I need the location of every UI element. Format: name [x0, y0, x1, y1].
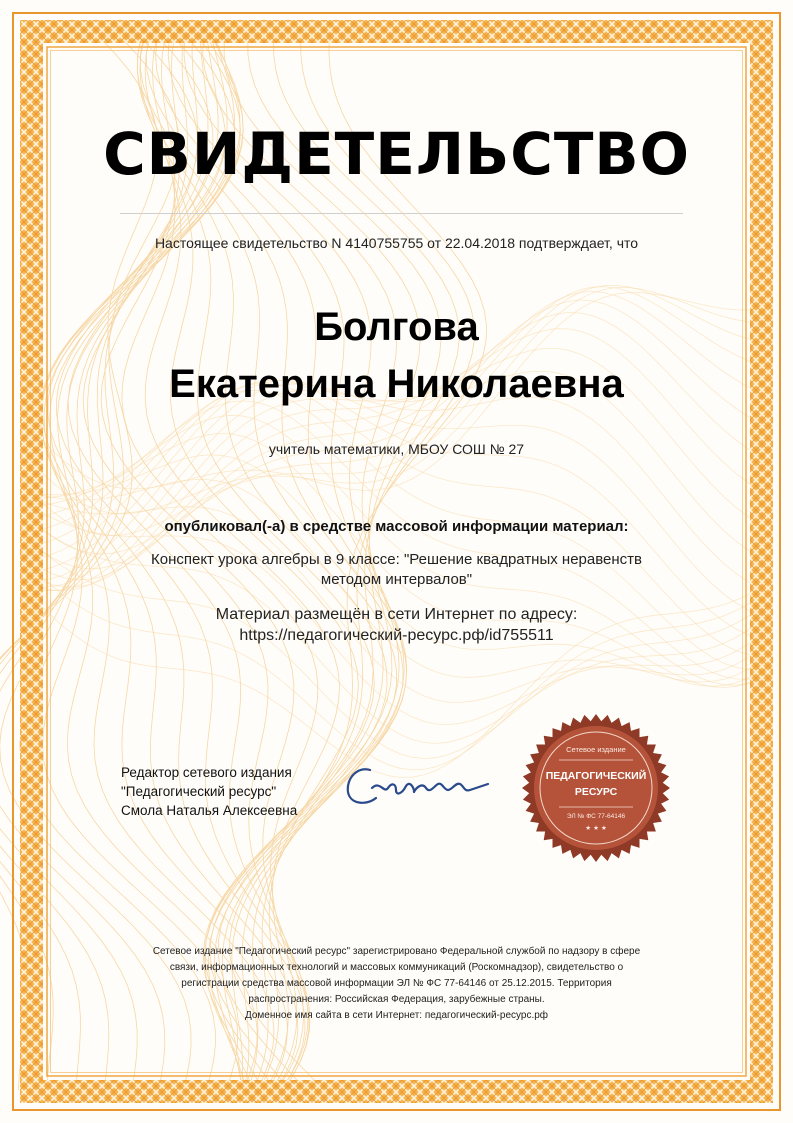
footer-line: Сетевое издание "Педагогический ресурс" зарегистрировано Федеральной службой по надзору в сфере	[152, 946, 641, 957]
registration-footer	[110, 944, 683, 1024]
editor-title: Редактор сетевого издания	[121, 765, 292, 780]
placement-label: Материал размещён в сети Интернет по адресу:	[215, 606, 578, 623]
recipient-position: учитель математики, МБОУ СОШ № 27	[268, 441, 525, 457]
material-title-line2: методом интервалов"	[320, 571, 473, 588]
material-title	[120, 550, 673, 590]
publisher-seal	[521, 713, 671, 863]
published-label: опубликовал(-а) в средстве массовой информации материал:	[164, 518, 629, 535]
recipient-surname: Болгова	[314, 305, 479, 349]
recipient-given-names: Екатерина Николаевна	[169, 362, 624, 406]
footer-line: Доменное имя сайта в сети Интернет: педагогический-ресурс.рф	[244, 1010, 549, 1021]
editor-signature	[340, 758, 500, 818]
footer-line: регистрации средства массовой информации ЭЛ № ФС 77-64146 от 25.12.2015. Территория	[181, 978, 612, 989]
certificate-title: СВИДЕТЕЛЬСТВО	[103, 120, 690, 188]
seal-registration: ЭЛ № ФС 77-64146	[566, 813, 626, 820]
editor-block	[121, 763, 297, 820]
material-title-line1: Конспект урока алгебры в 9 классе: "Решение квадратных неравенств	[150, 551, 642, 568]
seal-name-line1: ПЕДАГОГИЧЕСКИЙ	[545, 770, 647, 782]
footer-line: распространения: Российская Федерация, зарубежные страны.	[248, 994, 545, 1005]
editor-name: Смола Наталья Алексеевна	[121, 803, 298, 818]
editor-publication: "Педагогический ресурс"	[121, 784, 277, 799]
material-url: https://педагогический-ресурс.рф/id755511	[239, 627, 554, 644]
seal-stars: ★ ★ ★	[585, 824, 607, 832]
footer-line: связи, информационных технологий и массовых коммуникаций (Роскомнадзор), свидетельство о	[169, 962, 624, 973]
seal-name-line2: РЕСУРС	[574, 786, 618, 798]
seal-top-text: Сетевое издание	[566, 745, 626, 754]
certificate-number-line: Настоящее свидетельство N 4140755755 от 22.04.2018 подтверждает, что	[154, 235, 639, 251]
title-divider	[120, 213, 683, 214]
